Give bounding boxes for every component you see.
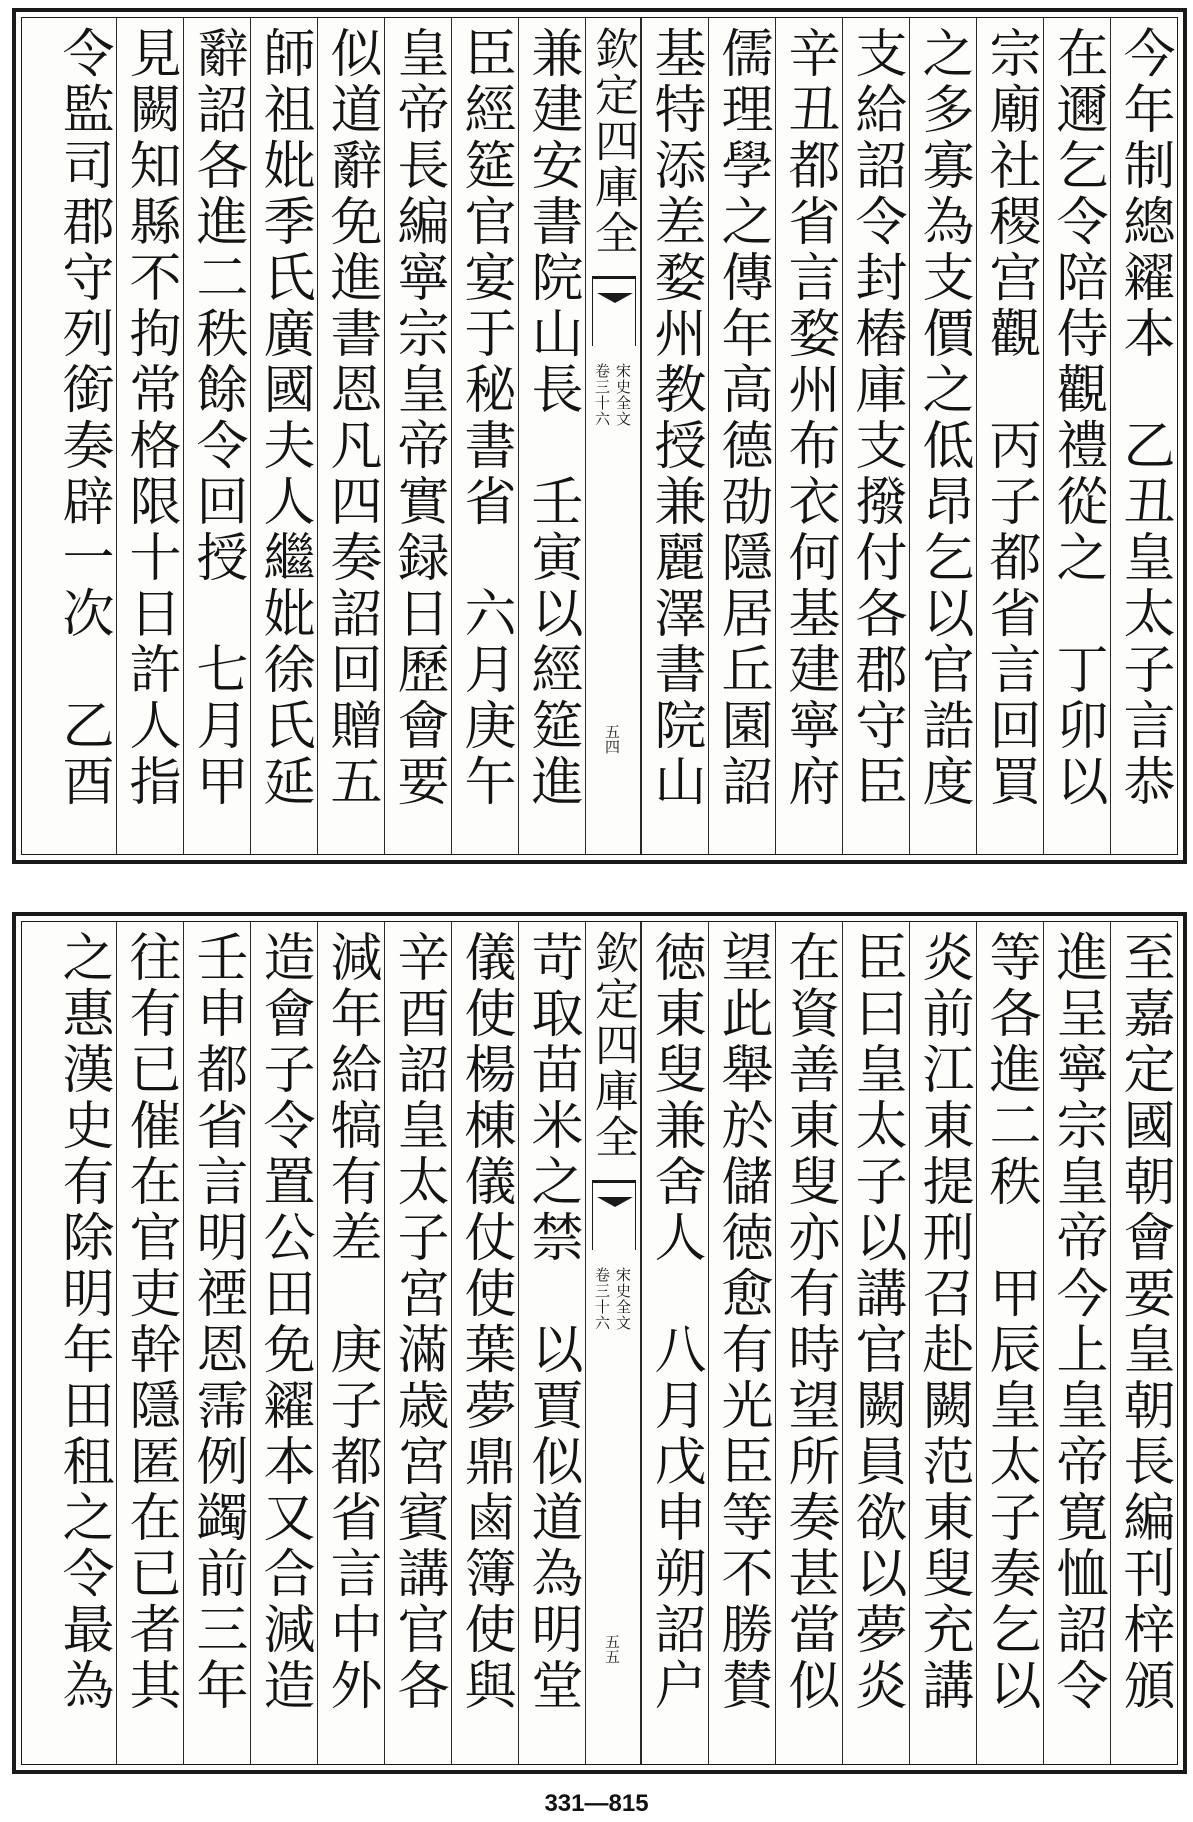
text-column: 皇帝長編寧宗皇帝實録日歷會要 (384, 18, 451, 854)
fish-tail-mark-icon (592, 276, 636, 346)
text-column: 減年給犒有差 庚子都省言中外 (317, 922, 384, 1764)
text-column: 臣曰皇太子以講官闕員欲以夢炎 (842, 922, 909, 1764)
text-column: 在邇乞令陪侍觀禮從之 丁卯以 (1043, 18, 1110, 854)
text-column: 似道辭免進書恩凡四奏詔回贈五 (317, 18, 384, 854)
center-fold-banner (585, 922, 641, 1764)
text-column: 之惠漢史有除明年田租之令最為 (53, 930, 113, 1714)
text-column: 儒理學之傳年高德劭隱居丘園詔 (708, 18, 775, 854)
text-column: 見闕知縣不拘常格限十日許人指 (116, 18, 183, 854)
text-column: 臣經筵官宴于秘書省 六月庚午 (451, 18, 518, 854)
text-column: 宗廟社稷宫觀 丙子都省言回買 (976, 18, 1043, 854)
center-fold-banner (585, 18, 641, 854)
book-title: 宋史全文 (614, 1267, 632, 1331)
upper-page-columns (22, 18, 1177, 854)
leaf-number: 五五 (603, 1634, 621, 1664)
text-column: 在資善東叟亦有時望所奏甚當似 (775, 922, 842, 1764)
leaf-number: 五四 (603, 724, 621, 754)
lower-page-columns (22, 922, 1177, 1764)
text-column: 等各進二秩 甲辰皇太子奏乞以 (976, 922, 1043, 1764)
text-column: 基特添差婺州教授兼麗澤書院山 (641, 18, 708, 854)
text-column: 兼建安書院山長 壬寅以經筵進 (518, 18, 585, 854)
lower-page-inner-border (21, 921, 1178, 1765)
fish-tail-mark-icon (592, 1180, 636, 1250)
upper-page-frame (12, 8, 1187, 864)
text-column: 辭詔各進二秩餘令回授 七月甲 (183, 18, 250, 854)
text-column: 辛丑都省言婺州布衣何基建寧府 (775, 18, 842, 854)
series-title: 欽定四庫全 (587, 930, 638, 1160)
text-column: 師祖妣季氏廣國夫人繼妣徐氏延 (250, 18, 317, 854)
volume-label: 卷三十六 (593, 363, 611, 427)
upper-page-inner-border (21, 17, 1178, 855)
text-column: 之多寡為支價之低昂乞以官誥度 (909, 18, 976, 854)
series-title: 欽定四庫全 (587, 26, 638, 256)
text-column: 苛取苗米之禁 以賈似道為明堂 (518, 922, 585, 1764)
text-column: 至嘉定國朝會要皇朝長編刊梓頒 (1110, 922, 1177, 1764)
text-column: 造會子令置公田免糴本又合減造 (250, 922, 317, 1764)
page-number: 331—815 (544, 1790, 649, 1817)
volume-label: 卷三十六 (593, 1267, 611, 1331)
text-column: 今年制總糴本 乙丑皇太子言恭 (1110, 18, 1177, 854)
text-column: 辛酉詔皇太子宮滿歳宮賓講官各 (384, 922, 451, 1764)
text-column: 進呈寧宗皇帝今上皇帝寛恤詔令 (1043, 922, 1110, 1764)
text-column: 壬申都省言明禋恩霈例蠲前三年 (183, 922, 250, 1764)
text-column: 令監司郡守列銜奏辟一次 乙酉 (53, 26, 113, 810)
text-column: 儀使楊棟儀仗使葉夢鼎鹵簿使與 (451, 922, 518, 1764)
text-column: 炎前江東提刑召赴闕范東叟充講 (909, 922, 976, 1764)
text-column: 支給詔令封樁庫支撥付各郡守臣 (842, 18, 909, 854)
lower-page-frame (12, 912, 1187, 1774)
text-column: 往有已催在官吏幹隱匿在已者其 (116, 922, 183, 1764)
text-column: 望此舉於儲徳愈有光臣等不勝賛 (708, 922, 775, 1764)
text-column: 徳東叟兼舍人 八月戊申朔詔户 (641, 922, 708, 1764)
book-title: 宋史全文 (614, 363, 632, 427)
